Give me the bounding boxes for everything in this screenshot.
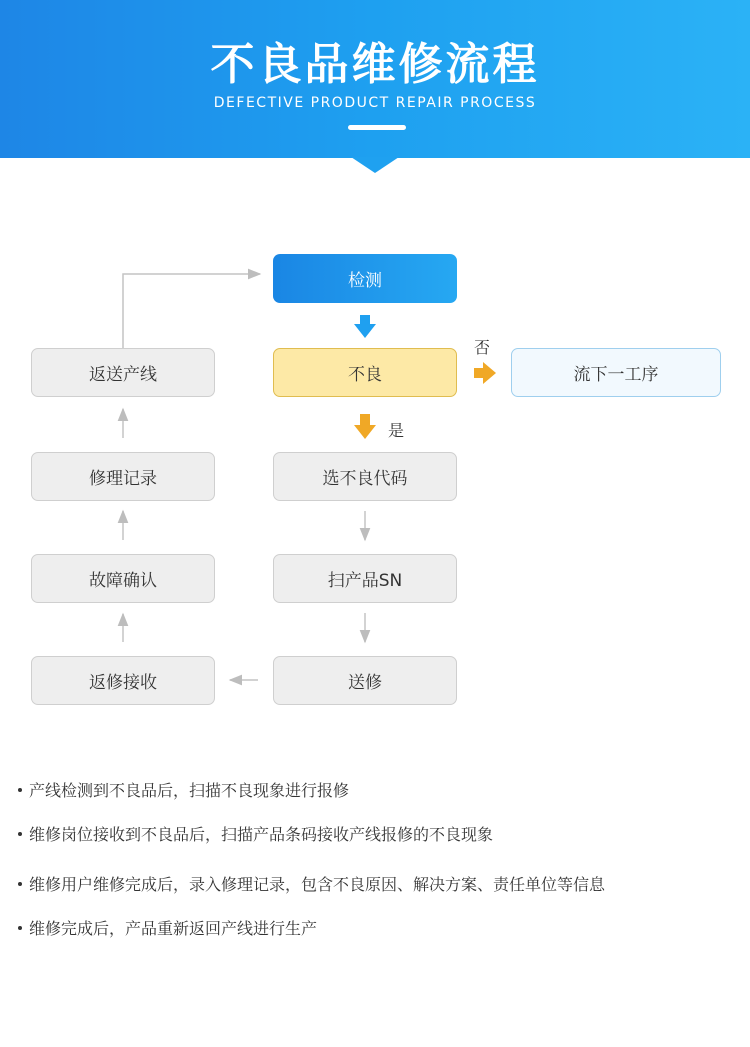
bullet-dot (18, 788, 22, 792)
loop-connector (123, 274, 260, 348)
node-defective: 不良 (273, 348, 457, 397)
node-next-process: 流下一工序 (511, 348, 721, 397)
label-yes: 是 (388, 421, 405, 440)
node-return-line: 返送产线 (31, 348, 215, 397)
bullet-dot (18, 832, 22, 836)
page-subtitle: DEFECTIVE PRODUCT REPAIR PROCESS (213, 95, 537, 111)
list-item (18, 916, 317, 939)
node-fault-confirm: 故障确认 (31, 554, 215, 603)
bullet-dot (18, 926, 22, 930)
node-send-repair: 送修 (273, 656, 457, 705)
list-item (18, 822, 493, 845)
node-scan-sn: 扫产品SN (273, 554, 457, 603)
arrow-inspect-to-defective (354, 315, 376, 338)
page-title: 不良品维修流程 (210, 39, 540, 90)
list-item-text: 维修完成后，产品重新返回产线进行生产 (29, 919, 318, 938)
list-item-text: 产线检测到不良品后，扫描不良现象进行报修 (29, 781, 350, 800)
label-no: 否 (474, 338, 491, 357)
node-select-code: 选不良代码 (273, 452, 457, 501)
node-repair-record: 修理记录 (31, 452, 215, 501)
node-inspect: 检测 (273, 254, 457, 303)
node-repair-receive: 返修接收 (31, 656, 215, 705)
list-item (18, 778, 349, 801)
bullet-dot (18, 882, 22, 886)
list-item-text: 维修用户维修完成后，录入修理记录，包含不良原因、解决方案、责任单位等信息 (29, 875, 606, 894)
arrow-defective-to-code (354, 414, 376, 439)
list-item (18, 872, 605, 895)
list-item-text: 维修岗位接收到不良品后，扫描产品条码接收产线报修的不良现象 (29, 825, 494, 844)
arrow-defective-to-next (474, 362, 496, 384)
